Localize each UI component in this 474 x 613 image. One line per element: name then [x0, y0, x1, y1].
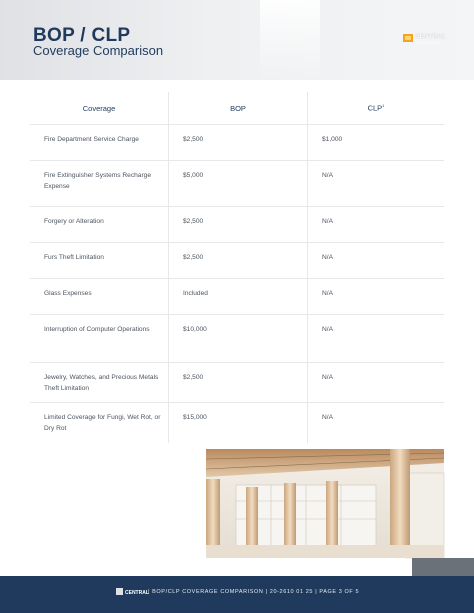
central-logo-mark-icon: [402, 32, 414, 44]
coverage-table: [30, 92, 444, 443]
footer-logo-text: CENTRAL: [125, 590, 149, 596]
clp-cell: N/A: [308, 315, 445, 363]
table-row: [30, 403, 444, 443]
table-row: [30, 161, 444, 207]
central-logo: [402, 32, 456, 48]
coverage-cell: Fire Department Service Charge: [30, 125, 169, 161]
bop-cell: $2,500: [169, 207, 308, 243]
coverage-cell: Fire Extinguisher Systems Recharge Expense: [30, 161, 169, 207]
atrium-photo: [206, 449, 444, 558]
bop-cell: Included: [169, 279, 308, 315]
clp-cell: N/A: [308, 279, 445, 315]
coverage-cell: Jewelry, Watches, and Precious Metals Theft Limitation: [30, 363, 169, 403]
coverage-cell: Limited Coverage for Fungi, Wet Rot, or Dry Rot: [44, 414, 161, 432]
logo-tagline: INSURANCE: [416, 41, 441, 45]
footer-bar: [0, 576, 474, 613]
coverage-cell: Furs Theft Limitation: [30, 243, 169, 279]
header-banner: [0, 0, 474, 80]
table-row: [30, 279, 444, 315]
clp-cell: N/A: [308, 207, 445, 243]
bop-cell: $2,500: [169, 363, 308, 403]
table-header-row: [30, 92, 444, 125]
bop-cell: $2,500: [169, 125, 308, 161]
column-header-clp: CLP$^1$: [308, 92, 445, 125]
coverage-cell: Glass Expenses: [30, 279, 169, 315]
page-subtitle: Coverage Comparison: [33, 43, 164, 58]
column-header-coverage: Coverage: [30, 92, 169, 125]
clp-cell: N/A: [308, 403, 445, 443]
page-title: BOP / CLP: [33, 25, 131, 46]
coverage-cell: Forgery or Alteration: [30, 207, 169, 243]
table-row: [30, 363, 444, 403]
bop-cell: $10,000: [169, 315, 308, 363]
footer-logo: [116, 587, 149, 597]
column-header-bop: BOP: [169, 92, 308, 125]
bop-cell: $2,500: [169, 243, 308, 279]
clp-footnote-marker: 1: [382, 103, 385, 109]
footer-accent-block: [412, 558, 474, 576]
coverage-cell: Interruption of Computer Operations: [30, 315, 169, 363]
logo-wordmark: CENTRAL: [415, 34, 447, 40]
clp-cell: N/A: [308, 161, 445, 207]
table-row: [30, 207, 444, 243]
bop-cell: $15,000: [169, 403, 308, 443]
table-row: [30, 243, 444, 279]
table-row: [30, 125, 444, 161]
clp-cell: N/A: [308, 243, 445, 279]
table-row: [30, 315, 444, 363]
footer-text: | BOP/CLP COVERAGE COMPARISON | 20-2610 01 25 | PAGE 3 OF 5: [148, 589, 360, 595]
clp-cell: $1,000: [308, 125, 445, 161]
header-light: [260, 0, 320, 80]
bop-cell: $5,000: [169, 161, 308, 207]
clp-cell: N/A: [308, 363, 445, 403]
